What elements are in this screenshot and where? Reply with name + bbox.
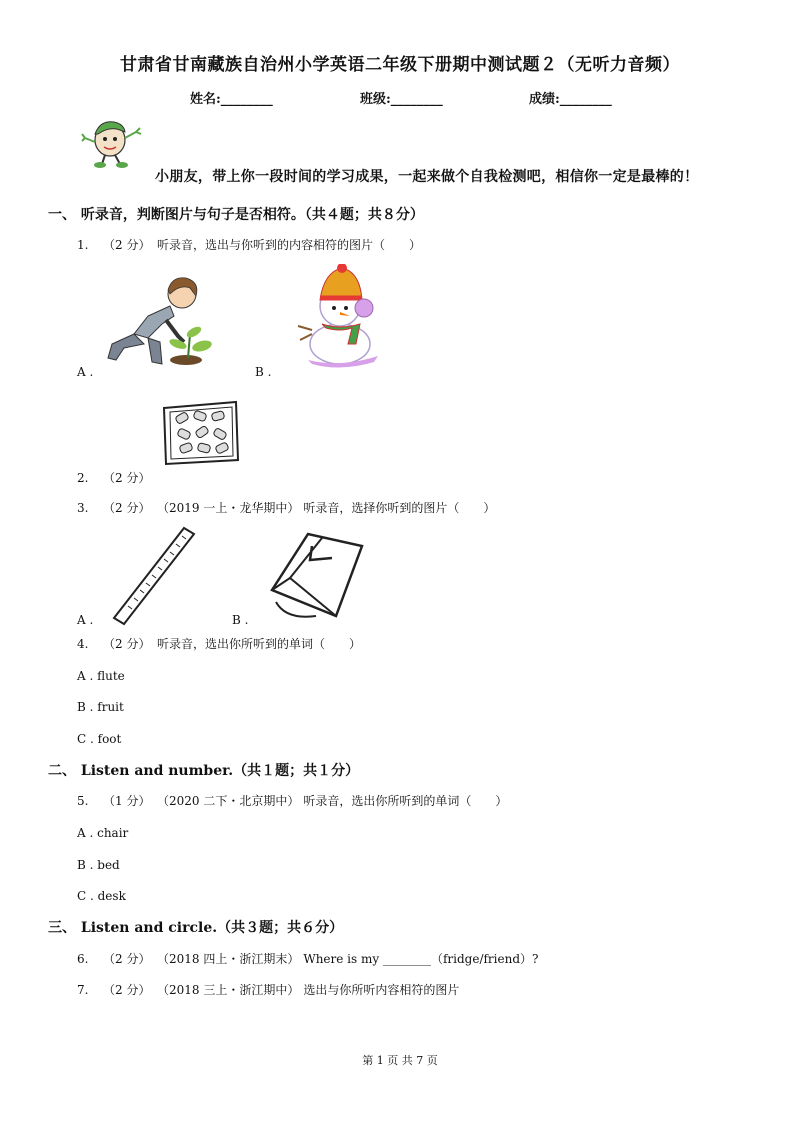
q1-option-b[interactable]: B . xyxy=(255,365,272,379)
section-3-heading: 三、 Listen and circle.（共３题；共６分） xyxy=(48,920,344,936)
intro-text: 小朋友，带上你一段时间的学习成果，一起来做个自我检测吧，相信你一定是最棒的！ xyxy=(155,169,699,185)
question-source: （2019 一上・龙华期中） xyxy=(157,501,300,515)
q4-option-a[interactable]: A . flute xyxy=(77,669,125,683)
question-text: 听录音，选择你听到的图片（ ） xyxy=(303,501,496,515)
question-number: 1. xyxy=(77,238,89,252)
q4-option-b[interactable]: B . fruit xyxy=(77,700,124,714)
question-score: （2 分） xyxy=(103,637,151,651)
box-of-candies-image xyxy=(160,398,240,466)
mascot-image xyxy=(80,114,146,170)
question-text: 听录音，选出你所听到的单词（ ） xyxy=(303,794,508,808)
section-1-heading: 一、 听录音，判断图片与句子是否相符。（共４题；共８分） xyxy=(48,207,424,223)
question-score: （1 分） xyxy=(103,794,151,808)
score-field-label: 成绩:________ xyxy=(529,92,612,107)
section-2-heading: 二、 Listen and number.（共１题；共１分） xyxy=(48,763,360,779)
snowman-image xyxy=(294,264,386,370)
question-score: （2 分） xyxy=(103,471,151,485)
boy-planting-tree-image xyxy=(104,272,216,370)
question-score: （2 分） xyxy=(103,952,151,966)
q5-option-b[interactable]: B . bed xyxy=(77,858,120,872)
question-2 xyxy=(77,469,157,486)
question-6 xyxy=(77,950,538,967)
q3-option-b[interactable]: B . xyxy=(232,613,249,627)
q1-option-a[interactable]: A . xyxy=(77,365,94,379)
question-number: 3. xyxy=(77,501,89,515)
question-score: （2 分） xyxy=(103,501,151,515)
page-number: 第 1 页 共 7 页 xyxy=(362,1054,438,1067)
page-title: 甘肃省甘南藏族自治州小学英语二年级下册期中测试题２（无听力音频） xyxy=(120,55,680,75)
question-text: Where is my ________（fridge/friend）? xyxy=(303,952,539,966)
question-source: （2020 二下・北京期中） xyxy=(157,794,300,808)
question-score: （2 分） xyxy=(103,983,151,997)
q5-option-a[interactable]: A . chair xyxy=(77,826,129,840)
question-number: 6. xyxy=(77,952,89,966)
question-score: （2 分） xyxy=(103,238,151,252)
eraser-image xyxy=(266,524,366,626)
question-text: 选出与你所听内容相符的图片 xyxy=(303,983,460,997)
q3-option-a[interactable]: A . xyxy=(77,613,94,627)
question-5 xyxy=(77,792,507,809)
class-field-label: 班级:________ xyxy=(360,92,443,107)
question-3 xyxy=(77,499,495,516)
question-number: 5. xyxy=(77,794,89,808)
question-source: （2018 四上・浙江期末） xyxy=(157,952,300,966)
question-text: 听录音，选出你所听到的单词（ ） xyxy=(157,637,362,651)
question-1 xyxy=(77,236,421,253)
name-field-label: 姓名:________ xyxy=(190,92,273,107)
question-4 xyxy=(77,635,361,652)
question-number: 4. xyxy=(77,637,89,651)
ruler-image xyxy=(110,524,200,628)
question-number: 7. xyxy=(77,983,89,997)
q5-option-c[interactable]: C . desk xyxy=(77,889,126,903)
question-source: （2018 三上・浙江期中） xyxy=(157,983,300,997)
question-7 xyxy=(77,981,459,998)
question-text: 听录音，选出与你听到的内容相符的图片（ ） xyxy=(157,238,422,252)
question-number: 2. xyxy=(77,471,89,485)
q4-option-c[interactable]: C . foot xyxy=(77,732,122,746)
